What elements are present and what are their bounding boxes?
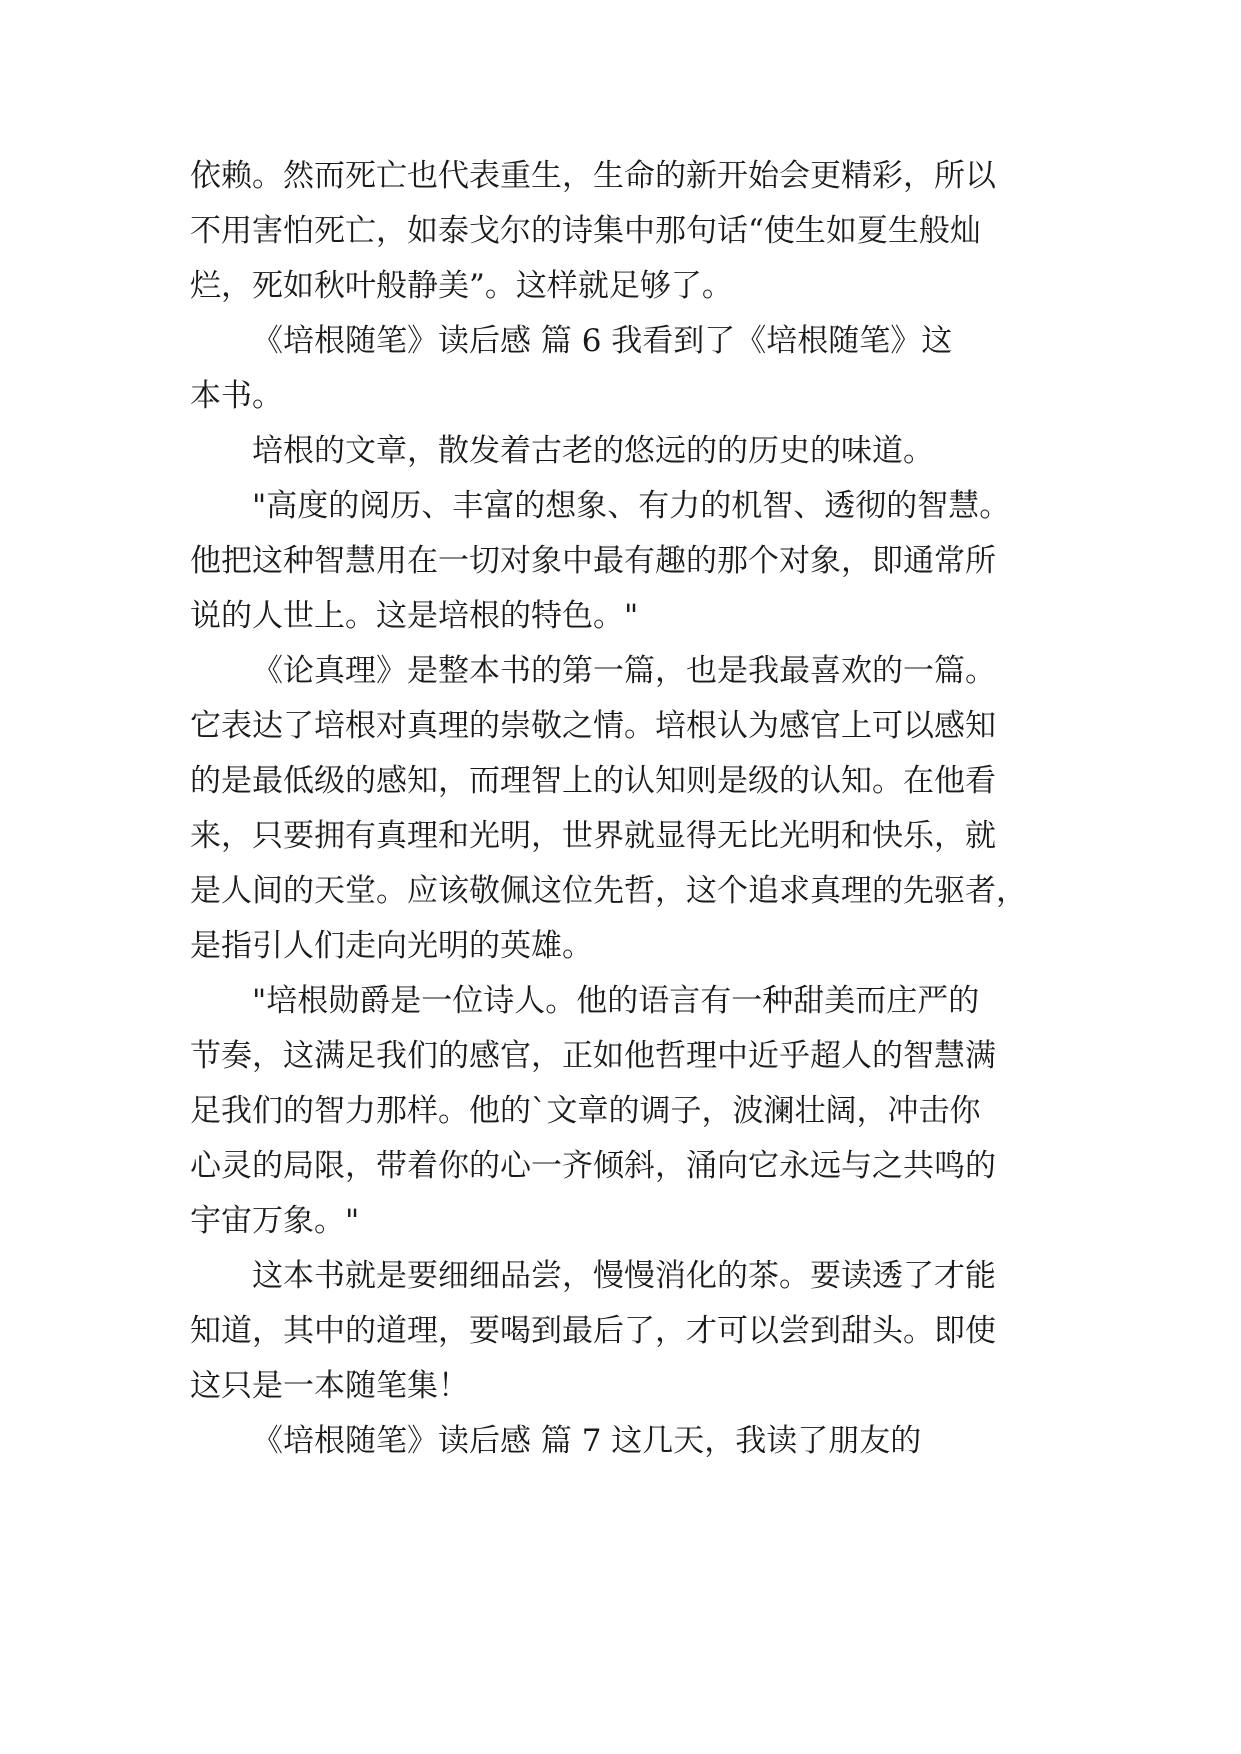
text-line: 足我们的智力那样。他的`文章的调子，波澜壮阔，冲击你 xyxy=(190,1093,981,1129)
text-line: 这只是一本随笔集！ xyxy=(190,1368,469,1404)
text-line: 是人间的天堂。应该敬佩这位先哲，这个追求真理的先驱者， xyxy=(190,873,1027,909)
text-line: 的是最低级的感知，而理智上的认知则是级的认知。在他看 xyxy=(190,763,996,799)
paragraph-start: 这本书就是要细细品尝，慢慢消化的茶。要读透了才能 xyxy=(252,1258,996,1294)
text-line: 心灵的局限，带着你的心一齐倾斜，涌向它永远与之共鸣的 xyxy=(190,1148,996,1184)
text-line: 它表达了培根对真理的崇敬之情。培根认为感官上可以感知 xyxy=(190,708,996,744)
text-line: 节奏，这满足我们的感官，正如他哲理中近乎超人的智慧满 xyxy=(190,1038,996,1074)
text-line: 不用害怕死亡，如泰戈尔的诗集中那句话“使生如夏生般灿 xyxy=(190,213,981,249)
section-heading-6: 《培根随笔》读后感 篇 6 我看到了《培根随笔》这 xyxy=(252,323,953,359)
section-heading-7: 《培根随笔》读后感 篇 7 这几天，我读了朋友的 xyxy=(252,1423,922,1459)
paragraph-start: 《论真理》是整本书的第一篇，也是我最喜欢的一篇。 xyxy=(252,653,996,689)
text-line: 烂，死如秋叶般静美”。这样就足够了。 xyxy=(190,268,733,304)
text-line: 依赖。然而死亡也代表重生，生命的新开始会更精彩，所以 xyxy=(190,158,996,194)
paragraph-start: 培根的文章，散发着古老的悠远的的历史的味道。 xyxy=(252,433,934,469)
text-line: 是指引人们走向光明的英雄。 xyxy=(190,928,593,964)
text-line: 说的人世上。这是培根的特色。" xyxy=(190,598,639,634)
paragraph-start: "培根勋爵是一位诗人。他的语言有一种甜美而庄严的 xyxy=(252,983,980,1019)
text-line: 知道，其中的道理，要喝到最后了，才可以尝到甜头。即使 xyxy=(190,1313,996,1349)
text-line: 宇宙万象。" xyxy=(190,1203,360,1239)
text-line: 来，只要拥有真理和光明，世界就显得无比光明和快乐，就 xyxy=(190,818,996,854)
paragraph-start: "高度的阅历、丰富的想象、有力的机智、透彻的智慧。 xyxy=(252,488,1011,524)
text-line: 他把这种智慧用在一切对象中最有趣的那个对象，即通常所 xyxy=(190,543,996,579)
text-line: 本书。 xyxy=(190,378,283,414)
